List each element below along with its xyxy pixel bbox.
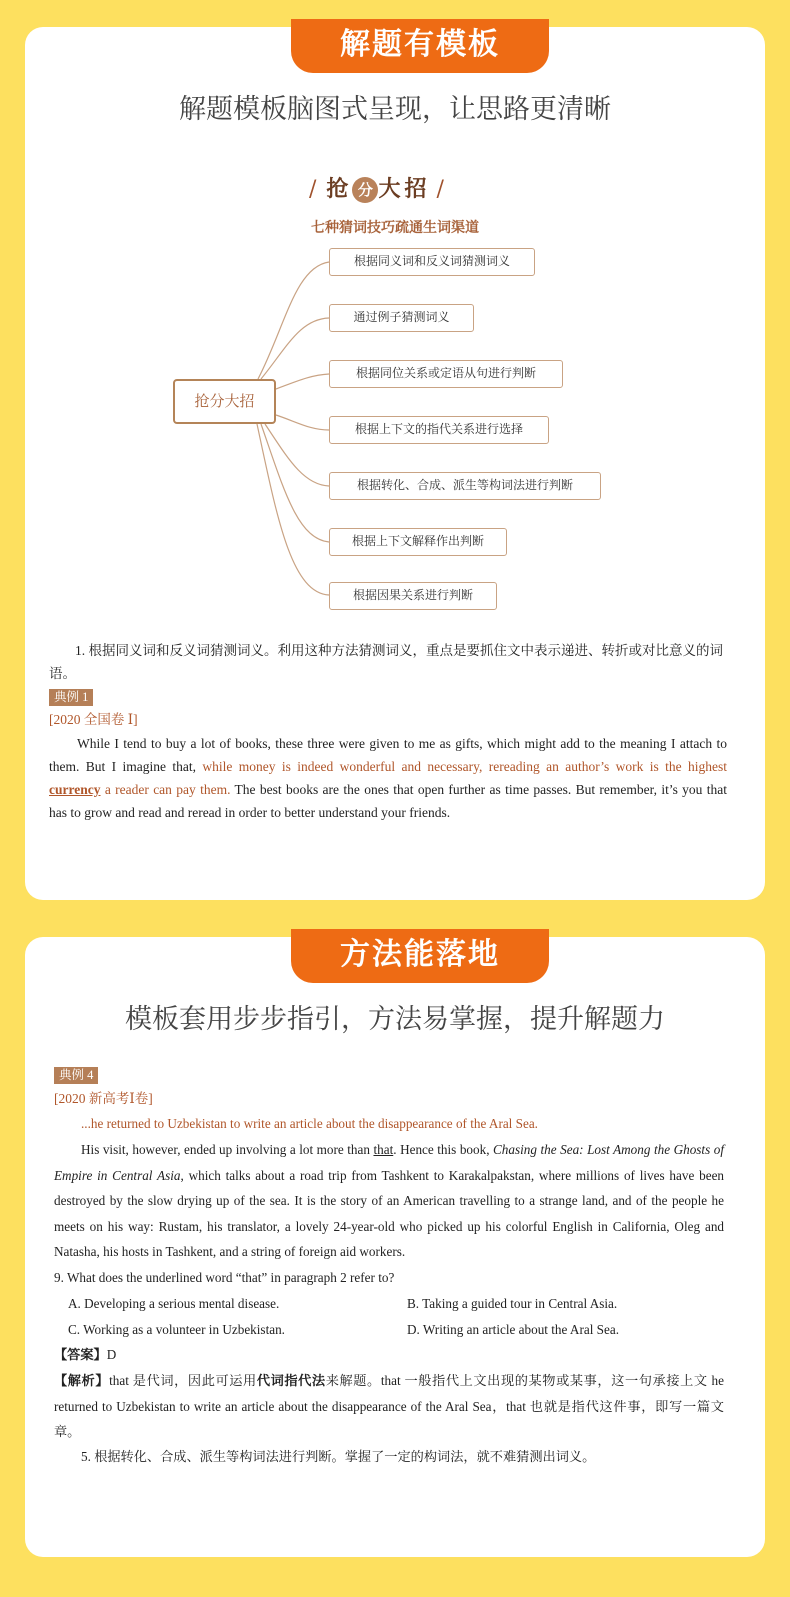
method-point-5: 5. 根据转化、合成、派生等构词法进行判断。掌握了一定的构词法，就不难猜测出词义。	[81, 1449, 596, 1464]
section-tab-title: 方法能落地	[291, 929, 549, 983]
mindmap-node-6: 根据上下文解释作出判断	[329, 528, 507, 556]
mindmap-node-3: 根据同位关系或定语从句进行判断	[329, 360, 563, 388]
section-card-template	[25, 27, 765, 900]
answer: 【答案】D	[54, 1347, 117, 1362]
mindmap-node-1: 根据同义词和反义词猜测词义	[329, 248, 535, 276]
question: 9. What does the underlined word “that” in paragraph 2 refer to?	[54, 1270, 395, 1285]
example-tag: 典例 1	[49, 685, 93, 708]
mindmap-node-5: 根据转化、合成、派生等构词法进行判断	[329, 472, 601, 500]
connector-6	[261, 424, 329, 542]
mindmap-root: 抢分大招	[173, 379, 276, 424]
example-source: [2020 新高考Ⅰ卷]	[54, 1091, 153, 1106]
example-passage: His visit, however, ended up involving a lot more than that. Hence this book, Chasing the Sea: Lost Among the Ghosts of Empire in Central Asia, which talks about a road trip from Tashkent to Karakalpakstan, where millions of lives have been destroyed by the slow drying up of the sea. It is the story of an American travelling to a strange land, and of the people he meets on his way: Rustam, his translator, a lovely 24-year-old who picked up his colorful English in California, Oleg and Natasha, his hosts in Tashkent, and a string of foreign aid workers.	[54, 1142, 725, 1259]
connector-3	[276, 374, 329, 389]
mindmap-caption: 七种猜词技巧疏通生词渠道	[311, 220, 479, 236]
mindmap-node-4: 根据上下文的指代关系进行选择	[329, 416, 549, 444]
underlined-word: currency	[49, 782, 101, 797]
option-b: B. Taking a guided tour in Central Asia.	[407, 1296, 618, 1311]
analysis: 【解析】that 是代词，因此可运用代词指代法来解题。that 一般指代上文出现的某物或某事，这一句承接上文 he returned to Uzbekistan to write an article about the disappearance of the Aral Sea，that 也就是指代这件事，即写一篇文章。	[54, 1373, 724, 1439]
heading-left: 抢	[326, 176, 353, 202]
method-point-1: 1. 根据同义词和反义词猜测词义。利用这种方法猜测词义，重点是要抓住文中表示递进、转折或对比意义的词语。	[49, 643, 723, 681]
heading-circle: 分	[352, 177, 378, 203]
mindmap-node-7: 根据因果关系进行判断	[329, 582, 497, 610]
example-red-line: ...he returned to Uzbekistan to write an article about the disappearance of the Aral Sea.	[81, 1116, 538, 1131]
underlined-word: that	[373, 1142, 394, 1157]
section-tab-title: 解题有模板	[291, 19, 549, 73]
example-source: [2020 全国卷 Ⅰ]	[49, 712, 138, 727]
connector-2	[261, 318, 329, 379]
connector-1	[258, 262, 329, 379]
section-subtitle: 解题模板脑图式呈现，让思路更清晰	[179, 94, 611, 125]
option-c: C. Working as a volunteer in Uzbekistan.	[68, 1322, 285, 1337]
section-card-method	[25, 937, 765, 1557]
example-passage: While I tend to buy a lot of books, these three were given to me as gifts, which might add to the meaning I attach to them. But I imagine that, while money is indeed wonderful and necessary, rereading an author’s work is the highest currency a reader can pay them. The best books are the ones that open further as time passes. But remember, it’s you that has to grow and read and reread in order to better understand your friends.	[49, 736, 727, 820]
heading-right: 大招	[378, 176, 431, 202]
connector-5	[265, 424, 329, 486]
option-d: D. Writing an article about the Aral Sea.	[407, 1322, 619, 1337]
example-tag: 典例 4	[54, 1063, 98, 1086]
mindmap-heading: / 抢 分 大招 /	[309, 176, 448, 202]
mindmap-node-2: 通过例子猜测词义	[329, 304, 474, 332]
section-subtitle: 模板套用步步指引，方法易掌握，提升解题力	[125, 1004, 665, 1035]
connector-4	[276, 415, 329, 430]
option-a: A. Developing a serious mental disease.	[68, 1296, 280, 1311]
